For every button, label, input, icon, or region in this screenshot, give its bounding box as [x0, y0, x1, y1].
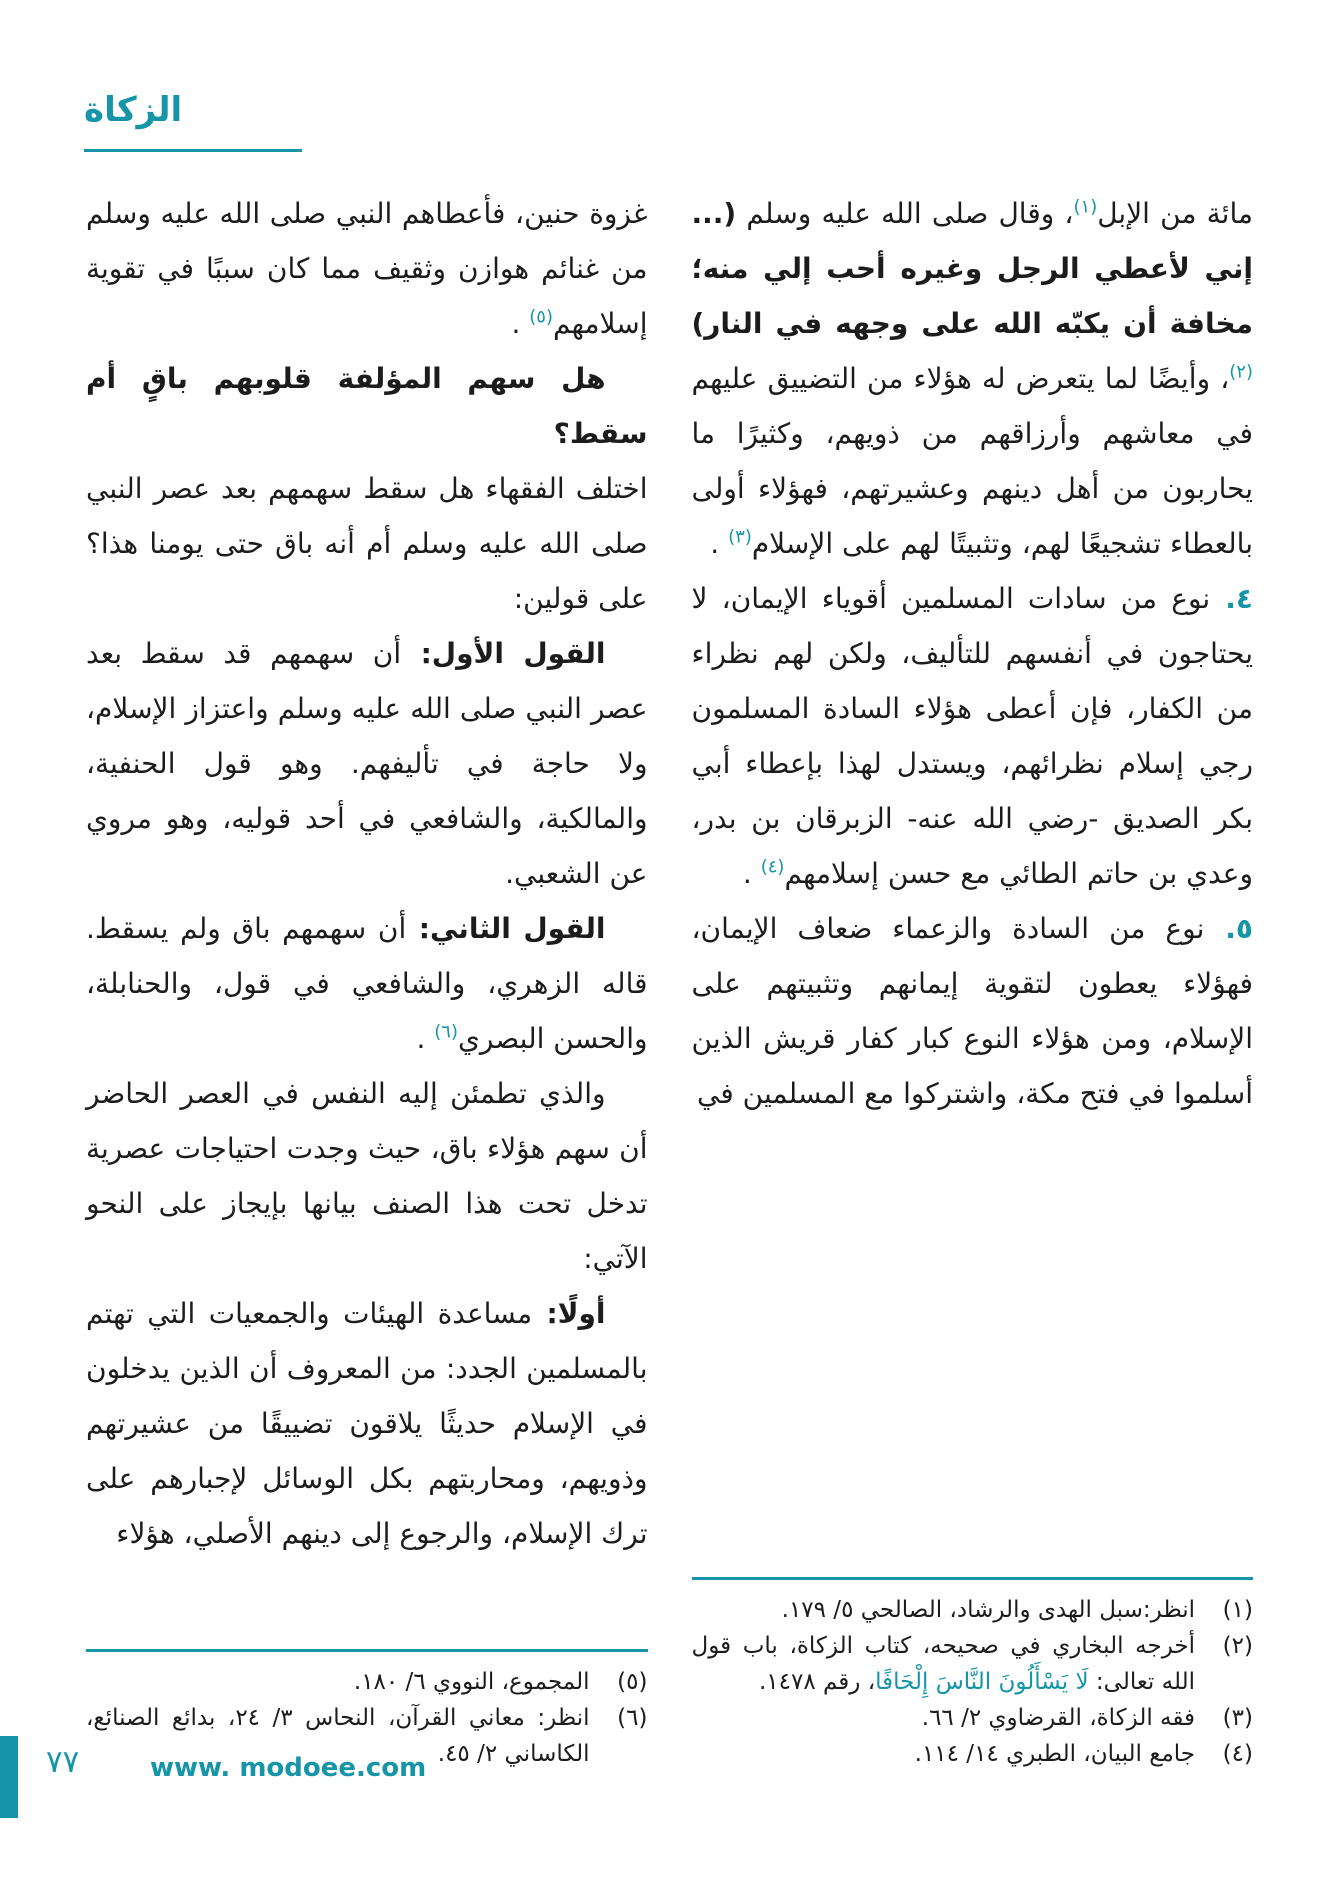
- website-text: www. modoee.com: [150, 1753, 427, 1783]
- text-run: .: [511, 307, 530, 340]
- footnote: [692, 1700, 1254, 1736]
- text-run: نوع من السادة والزعماء ضعاف الإيمان، فهؤلاء يعطون لتقوية إيمانهم وتثبيتهم على الإسلام، ومن هؤلاء النوع كبار كفار قريش الذين أسلموا في فتح مكة، واشتركوا مع المسلمين في: [691, 912, 1253, 1110]
- footnote-number: (٣): [1222, 1705, 1253, 1731]
- bold-text: (... إني لأعطي الرجل وغيره أحب إلي منه؛ مخافة أن يكبّه الله على وجهه في النار): [691, 197, 1253, 340]
- footnote-number: (٥): [617, 1669, 648, 1695]
- footnote: [692, 1736, 1254, 1772]
- text-run: .: [742, 857, 761, 890]
- text-run: مائة من الإبل: [1097, 197, 1253, 230]
- text-run: ، وأيضًا لما يتعرض له هؤلاء من التضييق عليهم في معاشهم وأرزاقهم من ذويهم، وكثيرًا ما يحاربون من أهل دينهم وعشيرتهم، فهؤلاء أولى بالعطاء تشجيعًا لهم، وتثبيتًا لهم على الإسلام: [691, 362, 1253, 560]
- text-run: .: [710, 527, 729, 560]
- text-run: فقه الزكاة، القرضاوي ٢/ ٦٦.: [921, 1705, 1195, 1731]
- list-number: ٥.: [1204, 912, 1254, 945]
- paragraph: [692, 901, 1254, 1121]
- column-right: [692, 186, 1254, 1772]
- text-run: اختلف الفقهاء هل سقط سهمهم بعد عصر النبي صلى الله عليه وسلم أم أنه باق حتى يومنا هذا؟ على قولين:: [86, 472, 648, 615]
- column-right-text: [692, 186, 1254, 1121]
- text-run: المجموع، النووي ٦/ ١٨٠.: [353, 1669, 590, 1695]
- paragraph: [86, 461, 648, 626]
- text-run: والذي تطمئن إليه النفس في العصر الحاضر أن سهم هؤلاء باق، حيث وجدت احتياجات عصرية تدخل تحت هذا الصنف بيانها بإيجاز على النحو الآتي:: [86, 1077, 648, 1275]
- text-run: .: [416, 1022, 435, 1055]
- chapter-title: الزكاة: [84, 90, 183, 130]
- text-run: ، رقم ١٤٧٨.: [758, 1669, 876, 1695]
- list-number: ٤.: [1210, 582, 1253, 615]
- quran-quote: لَا يَسْأَلُونَ النَّاسَ إِلْحَافًا: [875, 1669, 1089, 1695]
- text-run: غزوة حنين، فأعطاهم النبي صلى الله عليه وسلم من غنائم هوازن وثقيف مما كان سببًا في تقوية إسلامهم: [86, 197, 648, 340]
- paragraph: [86, 351, 648, 461]
- footnote-marker: (٣): [728, 526, 752, 548]
- text-run: جامع البيان، الطبري ١٤/ ١١٤.: [914, 1741, 1195, 1767]
- footnote-marker: (٢): [1229, 361, 1253, 383]
- footnote-number: (٦): [617, 1705, 648, 1731]
- bold-text: هل سهم المؤلفة قلوبهم باقٍ أم سقط؟: [86, 362, 648, 450]
- footnote-marker: (٥): [529, 306, 553, 328]
- text-run: نوع من سادات المسلمين أقوياء الإيمان، لا يحتاجون في أنفسهم للتأليف، ولكن لهم نظراء من الكفار، فإن أعطى هؤلاء السادة المسلمون رجي إسلام نظرائهم، ويستدل لهذا بإعطاء أبي بكر الصديق -رضي الله عنه- الزبرقان بن بدر، وعدي بن حاتم الطائي مع حسن إسلامهم: [691, 582, 1253, 890]
- footnote-marker: (١): [1073, 196, 1098, 218]
- bold-text: القول الثاني:: [406, 912, 606, 945]
- text-run: انظر: معاني القرآن، النحاس ٣/ ٢٤، بدائع الصنائع، الكاساني ٢/ ٤٥.: [86, 1705, 590, 1767]
- header-divider: [84, 149, 302, 152]
- column-right-footnotes: [692, 1577, 1254, 1772]
- paragraph: [692, 571, 1254, 901]
- footnote-marker: (٤): [760, 856, 785, 878]
- footnote-marker: (٦): [434, 1021, 458, 1043]
- footnote-number: (٤): [1222, 1741, 1253, 1767]
- text-run: ، وقال صلى الله عليه وسلم: [736, 197, 1074, 230]
- page-number: ٧٧: [46, 1744, 80, 1780]
- bold-text: أولًا:: [532, 1297, 606, 1330]
- text-run: أن سهمهم قد سقط بعد عصر النبي صلى الله عليه وسلم واعتزاز الإسلام، ولا حاجة في تأليفهم. وهو قول الحنفية، والمالكية، والشافعي في أحد قوليه، وهو مروي عن الشعبي.: [86, 637, 648, 890]
- paragraph: [86, 901, 648, 1066]
- footnote-number: (١): [1222, 1597, 1253, 1623]
- text-run: أخرجه البخاري في صحيحه، كتاب الزكاة، باب قول الله تعالى:: [691, 1633, 1195, 1695]
- page-content: [86, 186, 1253, 1772]
- bold-text: القول الأول:: [401, 637, 606, 670]
- text-run: مساعدة الهيئات والجمعيات التي تهتم بالمسلمين الجدد: من المعروف أن الذين يدخلون في الإسلام حديثًا يلاقون تضييقًا من عشيرتهم وذويهم، ومحاربتهم بكل الوسائل لإجبارهم على ترك الإسلام، والرجوع إلى دينهم الأصلي، هؤلاء: [86, 1297, 648, 1550]
- paragraph: [86, 626, 648, 901]
- column-left: [86, 186, 648, 1772]
- footnote: [692, 1592, 1254, 1628]
- footnote-number: (٢): [1222, 1633, 1253, 1659]
- column-left-text: [86, 186, 648, 1561]
- footnote: [86, 1664, 648, 1700]
- text-run: انظر:سبل الهدى والرشاد، الصالحي ٥/ ١٧٩.: [781, 1597, 1195, 1623]
- text-run: أن سهمهم باق ولم يسقط. قاله الزهري، والشافعي في قول، والحنابلة، والحسن البصري: [86, 912, 648, 1055]
- footnote: [692, 1628, 1254, 1700]
- paragraph: [692, 186, 1254, 571]
- paragraph: [86, 1286, 648, 1561]
- paragraph: [86, 186, 648, 351]
- paragraph: [86, 1066, 648, 1286]
- page-edge-marker: [0, 1736, 18, 1818]
